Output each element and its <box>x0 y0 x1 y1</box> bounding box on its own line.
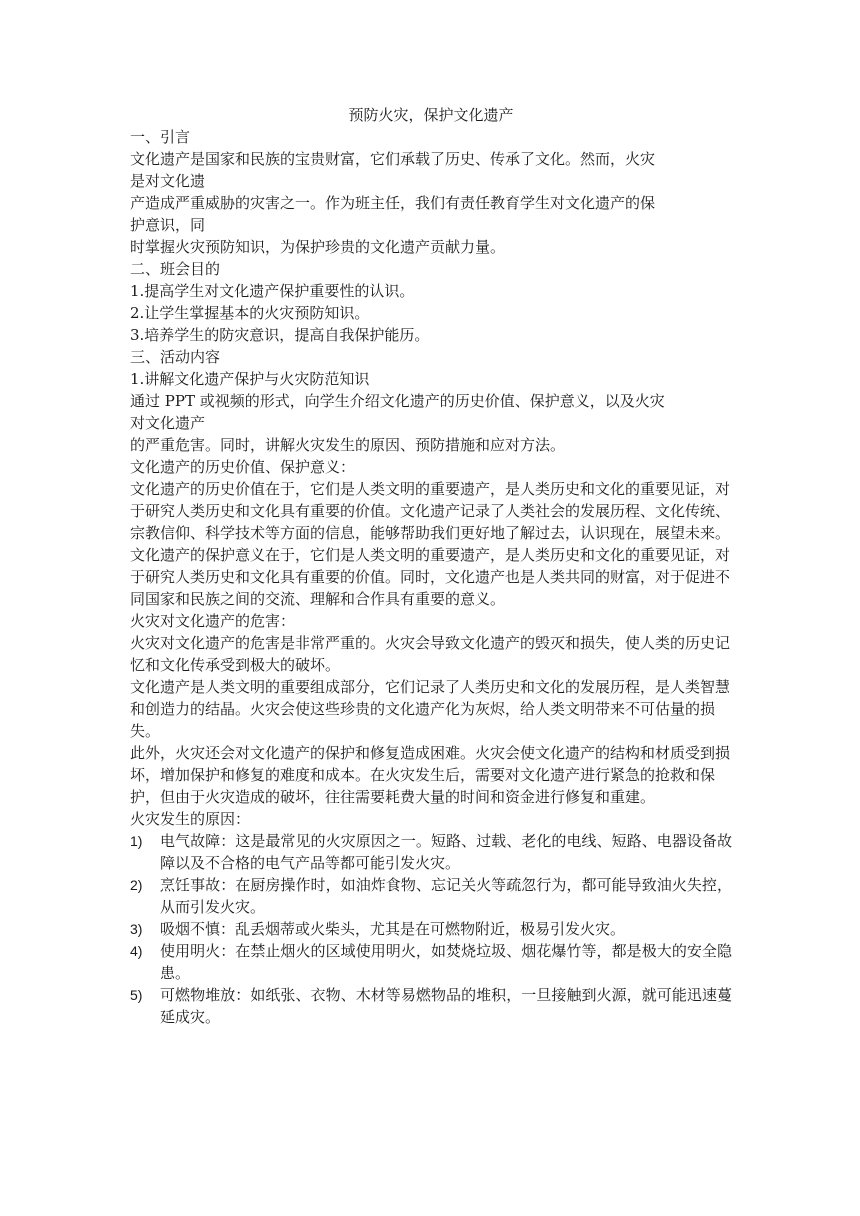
intro-line: 时掌握火灾预防知识，为保护珍贵的文化遗产贡献力量。 <box>130 238 506 256</box>
subheading-value: 文化遗产的历史价值、保护意义： <box>130 458 356 476</box>
list-item <box>130 830 732 874</box>
list-item-text: 烹饪事故：在厨房操作时，如油炸食物、忘记关火等疏忽行为，都可能导致油火失控，从而引发火灾。 <box>160 876 732 916</box>
list-item <box>130 874 732 918</box>
purpose-item: 1.提高学生对文化遗产保护重要性的认识。 <box>130 282 415 300</box>
list-item-number: 4) <box>130 943 143 959</box>
fire-causes-list <box>130 830 732 1028</box>
list-item-number: 1) <box>130 833 143 849</box>
list-item-text: 使用明火：在禁止烟火的区域使用明火，如焚烧垃圾、烟花爆竹等，都是极大的安全隐患。 <box>160 942 732 982</box>
section-heading-purpose: 二、班会目的 <box>130 260 221 278</box>
activity-line: 对文化遗产 <box>130 414 206 432</box>
list-item-text: 吸烟不慎：乱丢烟蒂或火柴头，尤其是在可燃物附近，极易引发火灾。 <box>160 920 626 938</box>
list-item-number: 2) <box>130 877 143 893</box>
intro-line: 是对文化遗 <box>130 172 206 190</box>
list-item <box>130 984 732 1028</box>
section-heading-intro: 一、引言 <box>130 128 191 146</box>
section-heading-activities: 三、活动内容 <box>130 348 221 366</box>
paragraph-restoration: 此外，火灾还会对文化遗产的保护和修复造成困难。火灾会使文化遗产的结构和材质受到损坏，增加保护和修复的难度和成本。在火灾发生后，需要对文化遗产进行紧急的抢救和保护，但由于火灾造成的破坏，往往需要耗费大量的时间和资金进行修复和重建。 <box>130 744 731 806</box>
document-page <box>130 104 732 1028</box>
list-item-number: 5) <box>130 987 143 1003</box>
list-item-text: 可燃物堆放：如纸张、衣物、木材等易燃物品的堆积，一旦接触到火源，就可能迅速蔓延成灾。 <box>160 986 732 1026</box>
intro-line: 文化遗产是国家和民族的宝贵财富，它们承载了历史、传承了文化。然而，火灾 <box>130 150 656 168</box>
document-title: 预防火灾，保护文化遗产 <box>348 106 514 124</box>
paragraph-harm: 火灾对文化遗产的危害是非常严重的。火灾会导致文化遗产的毁灭和损失，使人类的历史记忆和文化传承受到极大的破坏。 <box>130 634 731 674</box>
activity-line: 的严重危害。同时，讲解火灾发生的原因、预防措施和应对方法。 <box>130 436 566 454</box>
paragraph-historical-value: 文化遗产的历史价值在于，它们是人类文明的重要遗产，是人类历史和文化的重要见证，对于研究人类历史和文化具有重要的价值。文化遗产记录了人类社会的发展历程、文化传统、宗教信仰、科学技术等方面的信息，能够帮助我们更好地了解过去，认识现在，展望未来。 <box>130 480 731 542</box>
intro-line: 护意识，同 <box>130 216 206 234</box>
paragraph-heritage-importance: 文化遗产是人类文明的重要组成部分，它们记录了人类历史和文化的发展历程，是人类智慧和创造力的结晶。火灾会使这些珍贵的文化遗产化为灰烬，给人类文明带来不可估量的损失。 <box>130 678 731 740</box>
list-item <box>130 940 732 984</box>
activity-line: 通过 PPT 或视频的形式，向学生介绍文化遗产的历史价值、保护意义，以及火灾 <box>130 392 665 410</box>
subheading-causes: 火灾发生的原因： <box>130 810 251 828</box>
purpose-item: 3.培养学生的防灾意识，提高自我保护能历。 <box>130 326 430 344</box>
activity-heading: 1.讲解文化遗产保护与火灾防范知识 <box>130 370 370 388</box>
list-item-number: 3) <box>130 921 143 937</box>
list-item-text: 电气故障：这是最常见的火灾原因之一。短路、过载、老化的电线、短路、电器设备故障以及不合格的电气产品等都可能引发火灾。 <box>160 832 732 872</box>
intro-line: 产造成严重威胁的灾害之一。作为班主任，我们有责任教育学生对文化遗产的保 <box>130 194 656 212</box>
subheading-harm: 火灾对文化遗产的危害： <box>130 612 296 630</box>
list-item <box>130 918 732 940</box>
purpose-item: 2.让学生掌握基本的火灾预防知识。 <box>130 304 370 322</box>
paragraph-protection-meaning: 文化遗产的保护意义在于，它们是人类文明的重要遗产，是人类历史和文化的重要见证，对于研究人类历史和文化具有重要的价值。同时，文化遗产也是人类共同的财富，对于促进不同国家和民族之间的交流、理解和合作具有重要的意义。 <box>130 546 731 608</box>
